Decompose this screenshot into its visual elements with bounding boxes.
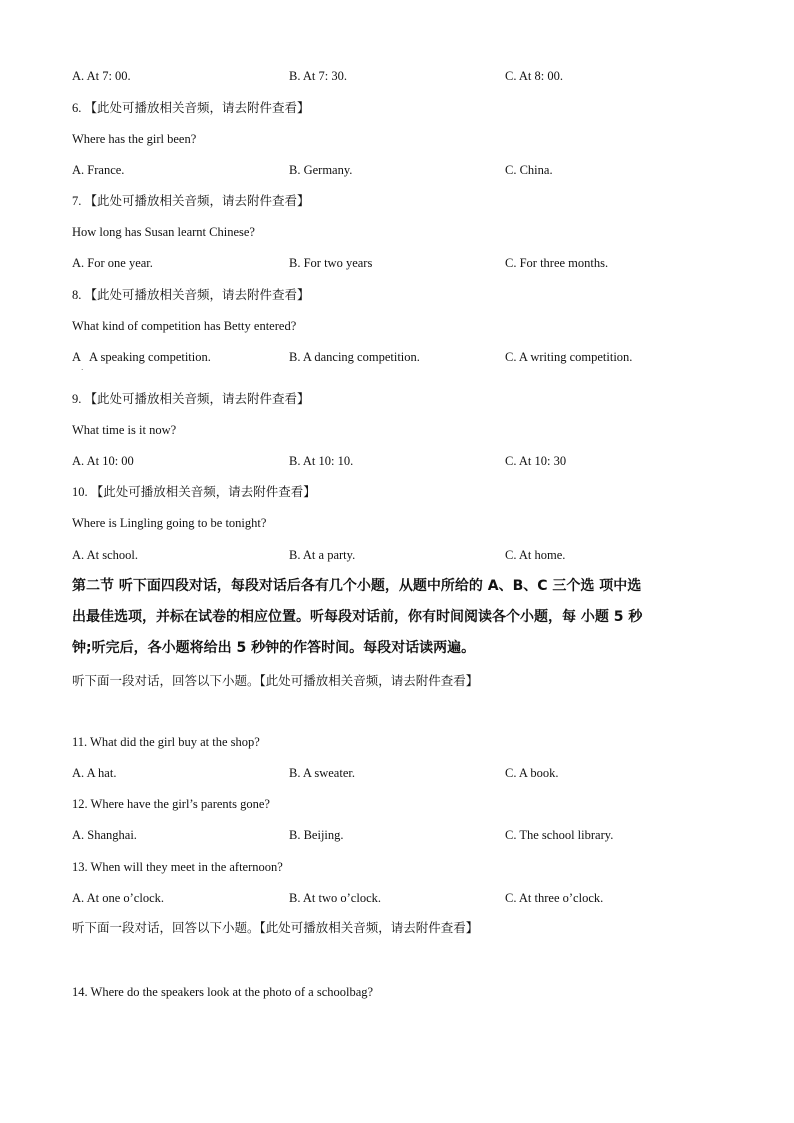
question-header [72,484,316,500]
option-c: C. A book. [505,766,559,780]
option-a: A. At 10: 00 [72,454,134,468]
audio-placeholder: 【此处可播放相关音频，请去附件查看】 [84,391,310,406]
audio-placeholder: 【此处可播放相关音频，请去附件查看】 [84,193,310,208]
option-a: A. For one year. [72,256,153,270]
question-text: How long has Susan learnt Chinese? [72,225,255,239]
option-b: B. A dancing competition. [289,350,420,364]
dialogue-intro: 听下面一段对话，回答以下小题。【此处可播放相关音频，请去附件查看】 [72,920,479,935]
section-line: 出最佳选项，并标在试卷的相应位置。听每段对话前，你有时间阅读各个小题，每 小题 5 秒 [72,609,643,625]
option-a: A. At school. [72,548,138,562]
question-text: 14. Where do the speakers look at the photo of a schoolbag? [72,985,374,999]
section-line: 钟;听完后，各小题将给出 5 秒钟的作答时间。每段对话读两遍。 [72,640,476,656]
question-header [72,193,310,209]
option-c: C. At 10: 30 [505,454,567,468]
question-text: 13. When will they meet in the afternoon? [72,860,283,874]
option-b: B. At a party. [289,548,356,562]
option-a: A. France. [72,163,125,177]
question-text: Where has the girl been? [72,132,197,146]
option-c: C. At 8: 00. [505,69,563,83]
option-c: C. The school library. [505,828,614,842]
question-header [72,391,310,407]
question-text: 12. Where have the girl’s parents gone? [72,797,270,811]
option-a: A. Shanghai. [72,828,137,842]
section-line: 第二节 听下面四段对话，每段对话后各有几个小题，从题中所给的 A、B、C 三个选 项中选 [72,578,642,594]
option-c: C. China. [505,163,553,177]
dialogue-intro: 听下面一段对话，回答以下小题。【此处可播放相关音频，请去附件查看】 [72,673,479,688]
option-a: A. A hat. [72,766,117,780]
question-text: 11. What did the girl buy at the shop? [72,735,260,749]
section-instructions [72,571,722,664]
question-text: Where is Lingling going to be tonight? [72,516,267,530]
audio-placeholder: 【此处可播放相关音频，请去附件查看】 [84,100,310,115]
question-number: 6. [72,101,82,115]
audio-placeholder: 【此处可播放相关音频，请去附件查看】 [90,484,316,499]
question-text: What time is it now? [72,423,177,437]
question-header [72,100,310,116]
question-number: 8. [72,288,82,302]
option-c: C. At home. [505,548,566,562]
option-c: C. For three months. [505,256,609,270]
option-a: A. At one o’clock. [72,891,164,905]
option-b: B. Germany. [289,163,353,177]
option-c: C. A writing competition. [505,350,633,364]
question-number: 9. [72,392,82,406]
question-text: What kind of competition has Betty entered? [72,319,297,333]
option-b: B. For two years [289,256,373,270]
option-b: B. Beijing. [289,828,344,842]
option-b: B. At 7: 30. [289,69,347,83]
option-a: A. At 7: 00. [72,69,131,83]
option-a: A A speaking competition. [72,350,211,364]
stray-dot: · [81,366,84,374]
audio-placeholder: 【此处可播放相关音频，请去附件查看】 [84,287,310,302]
question-number: 7. [72,194,82,208]
option-b: B. A sweater. [289,766,355,780]
option-b: B. At two o’clock. [289,891,382,905]
option-c: C. At three o’clock. [505,891,604,905]
option-b: B. At 10: 10. [289,454,354,468]
question-number: 10. [72,485,88,499]
question-header [72,287,310,303]
